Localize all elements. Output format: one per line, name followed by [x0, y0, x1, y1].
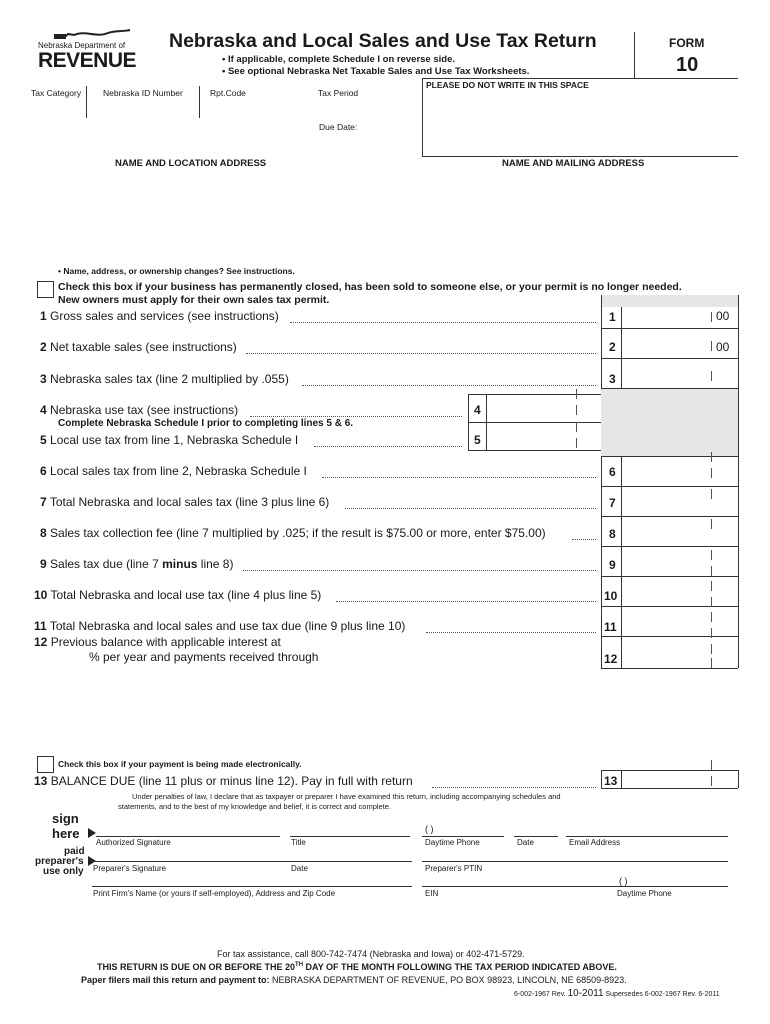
business-closed-checkbox[interactable] [37, 281, 54, 298]
line-9-amount-field[interactable] [622, 547, 737, 575]
firm-field[interactable] [92, 870, 412, 886]
line-4-amount-field[interactable] [487, 395, 600, 421]
tax-category-label: Tax Category [31, 88, 82, 98]
line-8: 8 Sales tax collection fee (line 7 multiplied by .025; if the result is $75.00 or more, enter $75.00) [40, 526, 546, 540]
header-bullet-2: • See optional Nebraska Net Taxable Sales and Use Tax Worksheets. [222, 66, 530, 77]
ein-field[interactable] [422, 870, 602, 886]
line-12-amount-field[interactable] [622, 637, 737, 667]
line-8-number: 8 [609, 527, 616, 541]
email-field[interactable] [566, 818, 728, 836]
use-only-label: use only [43, 866, 84, 877]
logo-swoosh-icon [52, 28, 132, 42]
line-12-label-1: 12 Previous balance with applicable interest at [34, 635, 281, 649]
sign-label: sign [52, 811, 79, 826]
revenue-logo [32, 28, 137, 72]
line-2-cents: 00 [716, 340, 730, 354]
title-field[interactable] [290, 818, 410, 836]
line-1-amount-field[interactable] [622, 307, 710, 327]
preparers-label: preparer's [35, 856, 84, 867]
location-address-label: NAME AND LOCATION ADDRESS [115, 158, 267, 169]
firm-label: Print Firm's Name (or yours if self-employed), Address and Zip Code [93, 889, 336, 898]
changes-notice: • Name, address, or ownership changes? See instructions. [58, 266, 295, 276]
form-number: 10 [676, 54, 699, 76]
daytime-phone-2-field[interactable] [612, 870, 728, 886]
ein-label: EIN [425, 889, 439, 898]
line-10-amount-field[interactable] [622, 577, 737, 605]
mailing-address-label: NAME AND MAILING ADDRESS [502, 158, 645, 169]
line-9: 9 Sales tax due (line 7 minus line 8) [40, 557, 234, 571]
rpt-code-label: Rpt.Code [210, 88, 246, 98]
line-3-number: 3 [609, 372, 616, 386]
line-11-number: 11 [604, 620, 617, 634]
line-2-number: 2 [609, 340, 616, 354]
header-bullet-1: • If applicable, complete Schedule I on reverse side. [222, 54, 455, 65]
phone-parens-2: ( ) [619, 876, 628, 886]
line-11-amount-field[interactable] [622, 607, 737, 635]
preparer-signature-field[interactable] [92, 845, 282, 861]
line-7-amount-field[interactable] [622, 487, 737, 515]
closed-notice-2: New owners must apply for their own sales tax permit. [58, 294, 330, 306]
daytime-phone-field[interactable] [422, 818, 504, 836]
logo-agency: Nebraska Department of [38, 41, 126, 50]
logo-name: REVENUE [38, 49, 137, 72]
preparer-signature-label: Preparer's Signature [93, 864, 167, 873]
date-label: Date [517, 838, 534, 847]
daytime-phone-2-label: Daytime Phone [617, 889, 672, 898]
do-not-write-label: PLEASE DO NOT WRITE IN THIS SPACE [426, 80, 589, 90]
title-label: Title [291, 838, 306, 847]
here-label: here [52, 826, 80, 841]
line-13: 13 BALANCE DUE (line 11 plus or minus line 12). Pay in full with return [34, 774, 413, 788]
line-10: 10 Total Nebraska and local use tax (line 4 plus line 5) [34, 588, 322, 602]
line-12-label-2: % per year and payments received through [89, 650, 319, 664]
due-date-label: Due Date: [319, 122, 358, 132]
electronic-payment-label: Check this box if your payment is being made electronically. [58, 759, 302, 769]
line-6-amount-field[interactable] [622, 457, 737, 485]
phone-parens-1: ( ) [425, 824, 434, 834]
form-title: Nebraska and Local Sales and Use Tax Return [169, 30, 597, 52]
daytime-phone-label: Daytime Phone [425, 838, 480, 847]
closed-notice-1: Check this box if your business has permanently closed, has been sold to someone else, or your permit is no longer needed. [58, 281, 682, 293]
date-field[interactable] [514, 818, 558, 836]
line-5-number: 5 [474, 433, 481, 447]
line-7-number: 7 [609, 496, 616, 510]
line-13-amount-field[interactable] [622, 771, 737, 787]
electronic-payment-checkbox[interactable] [37, 756, 54, 773]
email-label: Email Address [569, 838, 621, 847]
line-13-number: 13 [604, 774, 618, 788]
authorized-signature-label: Authorized Signature [96, 838, 171, 847]
line-4: 4 Nebraska use tax (see instructions) [40, 403, 239, 417]
preparer-date-label: Date [291, 864, 308, 873]
line-5-amount-field[interactable] [487, 423, 600, 449]
revision-note: 6-002-1967 Rev. 10-2011 Supersedes 6-002-1967 Rev. 6-2011 [514, 988, 720, 999]
line-2-amount-field[interactable] [622, 329, 710, 357]
line-5: 5 Local use tax from line 1, Nebraska Schedule I [40, 433, 299, 447]
assistance-text: For tax assistance, call 800-742-7474 (Nebraska and Iowa) or 402-471-5729. [217, 949, 525, 959]
declaration-line-2: statements, and to the best of my knowledge and belief, it is correct and complete. [118, 802, 392, 811]
form-label: FORM [669, 36, 705, 50]
due-notice: THIS RETURN IS DUE ON OR BEFORE THE 20TH DAY OF THE MONTH FOLLOWING THE TAX PERIOD INDICATED ABOVE. [97, 962, 617, 972]
line-1-cents: 00 [716, 309, 730, 323]
line-11: 11 Total Nebraska and local sales and use tax due (line 9 plus line 10) [34, 619, 406, 633]
preparer-date-field[interactable] [290, 845, 410, 861]
line-7: 7 Total Nebraska and local sales tax (line 3 plus line 6) [40, 495, 330, 509]
sign-arrow-icon [88, 828, 96, 838]
declaration-line-1: Under penalties of law, I declare that as taxpayer or preparer I have examined this return, including accompanying schedules and [132, 792, 561, 801]
authorized-signature-field[interactable] [96, 818, 280, 836]
line-9-number: 9 [609, 558, 616, 572]
ptin-field[interactable] [422, 845, 728, 861]
line-4-number: 4 [474, 403, 481, 417]
line-10-number: 10 [604, 589, 618, 603]
line-6-number: 6 [609, 465, 616, 479]
schedule-note: Complete Nebraska Schedule I prior to completing lines 5 & 6. [58, 418, 354, 429]
mail-notice: Paper filers mail this return and payment to: NEBRASKA DEPARTMENT OF REVENUE, PO BOX 98923, LINCOLN, NE 68509-8923. [81, 975, 627, 985]
line-1: 1 Gross sales and services (see instructions) [40, 309, 279, 323]
nebraska-id-label: Nebraska ID Number [103, 88, 183, 98]
line-1-number: 1 [609, 310, 616, 324]
line-8-amount-field[interactable] [622, 517, 737, 545]
line-6: 6 Local sales tax from line 2, Nebraska Schedule I [40, 464, 307, 478]
ptin-label: Preparer's PTIN [425, 864, 483, 873]
line-2: 2 Net taxable sales (see instructions) [40, 340, 237, 354]
line-12-number: 12 [604, 652, 618, 666]
paid-label: paid [64, 846, 85, 857]
tax-period-label: Tax Period [318, 88, 359, 98]
line-3: 3 Nebraska sales tax (line 2 multiplied by .055) [40, 372, 289, 386]
line-3-amount-field[interactable] [622, 359, 737, 387]
